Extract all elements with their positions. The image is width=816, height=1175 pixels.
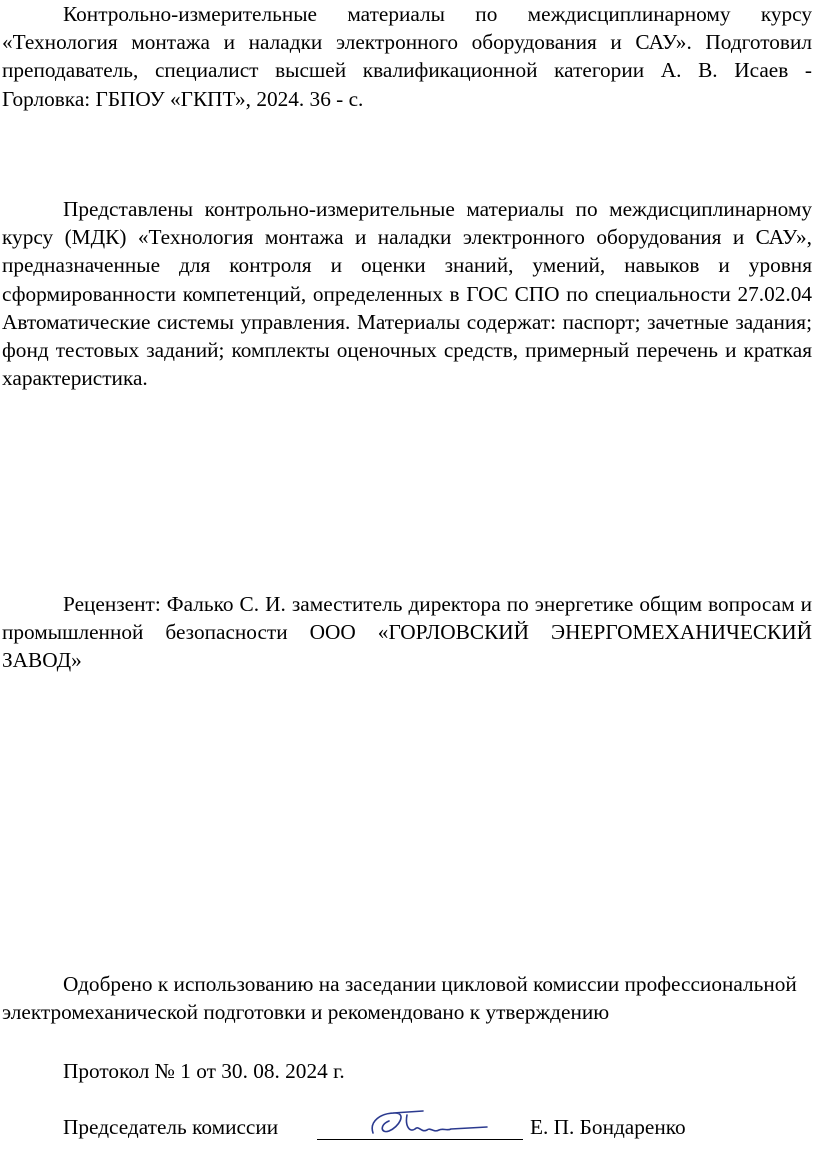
protocol-line: Протокол № 1 от 30. 08. 2024 г. (63, 1059, 345, 1083)
bibliography-paragraph: Контрольно-измерительные материалы по междисциплинарному курсу «Технология монтажа и наладки электронного оборудования и САУ». Подготовил преподаватель, специалист высшей квалификационной категории А. В. Исаев - Горловка: ГБПОУ «ГКПТ», 2024. 36 - с. (2, 2, 812, 111)
signature-row (63, 1113, 803, 1153)
reviewer-paragraph: Рецензент: Фалько С. И. заместитель директора по энергетике общим вопросам и промышленной безопасности ООО «ГОРЛОВСКИЙ ЭНЕРГОМЕХАНИЧЕСКИЙ ЗАВОД» (2, 592, 812, 673)
approval-paragraph: Одобрено к использованию на заседании цикловой комиссии профессиональной электромеханической подготовки и рекомендовано к утверждению (2, 972, 797, 1025)
description-paragraph: Представлены контрольно-измерительные материалы по междисциплинарному курсу (МДК) «Технология монтажа и наладки электронного оборудования и САУ», предназначенные для контроля и оценки знаний, умений, навыков и уровня сформированности компетенций, определенных в ГОС СПО по специальности 27.02.04 Автоматические системы управления. Материалы содержат: паспорт; зачетные задания; фонд тестовых заданий; комплекты оценочных средств, примерный перечень и краткая характеристика. (2, 197, 812, 391)
handwritten-signature (363, 1103, 493, 1147)
signature-label: Председатель комиссии (63, 1115, 279, 1139)
chairman-name: Е. П. Бондаренко (530, 1115, 686, 1139)
